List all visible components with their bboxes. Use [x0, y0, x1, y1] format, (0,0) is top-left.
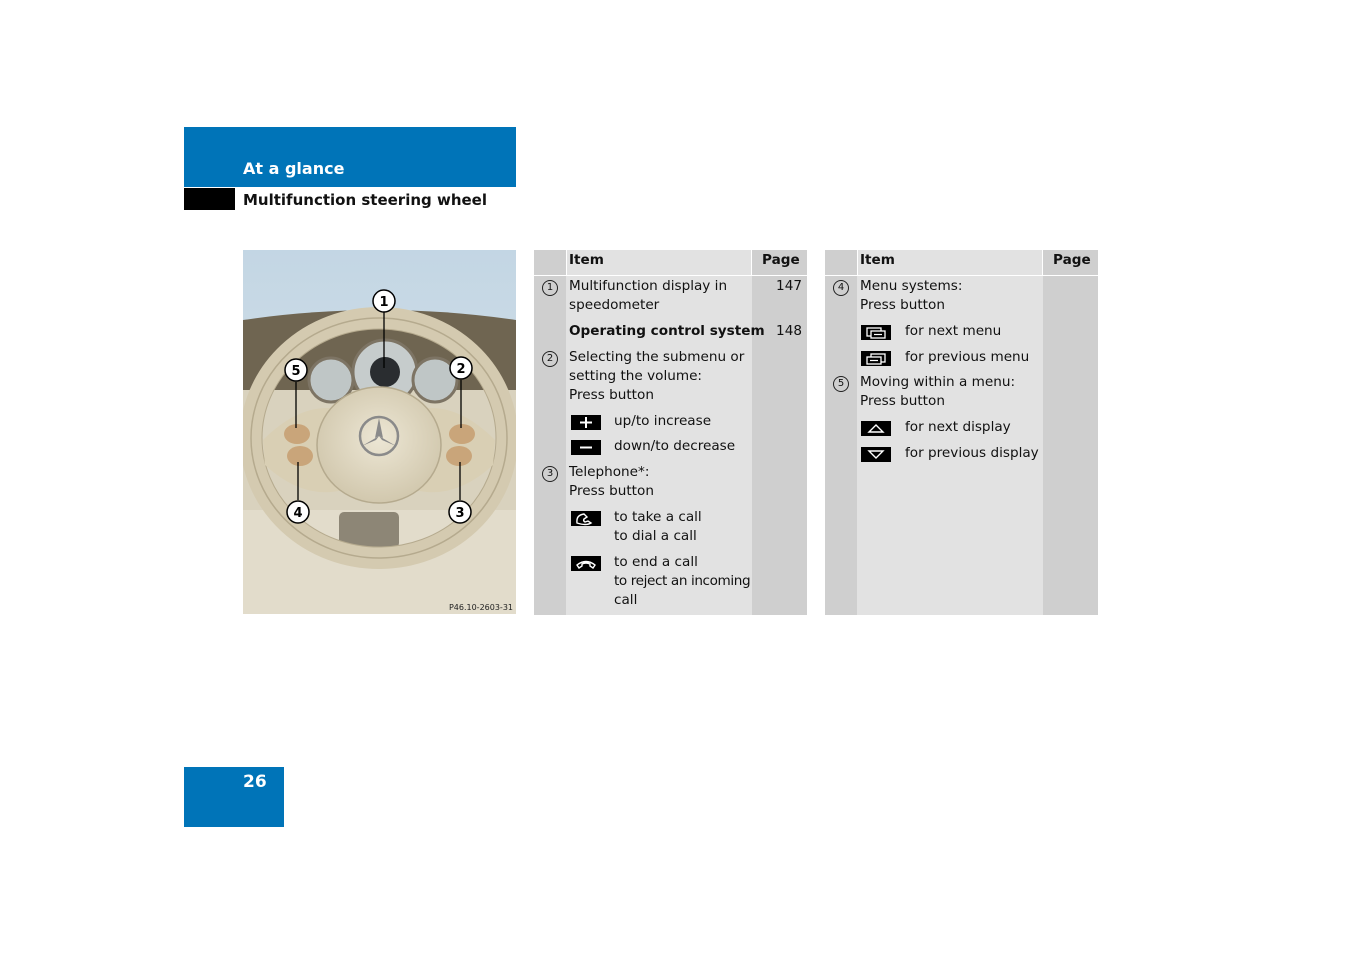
- svg-text:2: 2: [456, 362, 466, 377]
- controls-table-1: [534, 250, 807, 615]
- item-text: speedometer: [569, 297, 660, 313]
- item-text: Selecting the submenu or: [569, 349, 745, 365]
- item-text: setting the volume:: [569, 368, 703, 384]
- steering-wheel-illustration: [243, 250, 516, 614]
- item-number-3: 3: [542, 466, 558, 482]
- item-text: Press button: [860, 393, 945, 409]
- svg-text:5: 5: [291, 364, 301, 379]
- previous-menu-icon: [861, 351, 891, 366]
- column-header-item: Item: [569, 252, 604, 268]
- section-title: At a glance: [243, 159, 345, 178]
- callout-2: [450, 357, 472, 379]
- minus-icon: [571, 440, 601, 455]
- callout-4: [287, 501, 309, 523]
- item-text: Press button: [569, 387, 654, 403]
- page-number-box: [184, 767, 284, 827]
- page-ref: 148: [776, 323, 802, 339]
- subsection-title: Multifunction steering wheel: [243, 191, 487, 209]
- button-description: up/to increase: [614, 413, 712, 429]
- button-description: to end a call: [614, 554, 698, 570]
- column-header-page: Page: [1053, 252, 1091, 268]
- button-description: for previous display: [905, 445, 1039, 461]
- button-description: down/to decrease: [614, 438, 736, 454]
- callout-1: [373, 290, 395, 312]
- plus-icon: [571, 415, 601, 430]
- section-header-bar: [184, 127, 516, 187]
- button-description: for next display: [905, 419, 1011, 435]
- item-text: Press button: [569, 483, 654, 499]
- controls-table-2: [825, 250, 1098, 615]
- item-number-5: 5: [833, 376, 849, 392]
- phone-hangup-icon: [571, 556, 601, 571]
- item-number-4: 4: [833, 280, 849, 296]
- item-number-2: 2: [542, 351, 558, 367]
- page-ref: 147: [776, 278, 802, 294]
- button-description: to reject an incoming: [614, 573, 751, 589]
- item-text: Moving within a menu:: [860, 374, 1016, 390]
- subsection-marker: [184, 188, 235, 210]
- callout-3: [449, 501, 471, 523]
- figure-caption: P46.10-2603-31: [448, 603, 513, 612]
- button-description: for previous menu: [905, 349, 1030, 365]
- item-number-1: 1: [542, 280, 558, 296]
- column-header-item: Item: [860, 252, 895, 268]
- phone-pickup-icon: [571, 511, 601, 526]
- column-header-page: Page: [762, 252, 800, 268]
- button-description: for next menu: [905, 323, 1002, 339]
- next-menu-icon: [861, 325, 891, 340]
- button-description: to take a call: [614, 509, 702, 525]
- next-display-icon: [861, 421, 891, 436]
- svg-text:3: 3: [455, 506, 465, 521]
- svg-text:4: 4: [293, 506, 303, 521]
- item-text: Telephone*:: [569, 464, 650, 480]
- svg-text:1: 1: [379, 295, 389, 310]
- steering-wheel-image: [243, 250, 516, 614]
- item-text: Multifunction display in: [569, 278, 728, 294]
- button-description: call: [614, 592, 638, 608]
- button-description: to dial a call: [614, 528, 697, 544]
- item-text: Menu systems:: [860, 278, 963, 294]
- callout-5: [285, 359, 307, 381]
- previous-display-icon: [861, 447, 891, 462]
- subheading: Operating control system: [569, 323, 765, 339]
- item-text: Press button: [860, 297, 945, 313]
- page-number: 26: [243, 772, 267, 792]
